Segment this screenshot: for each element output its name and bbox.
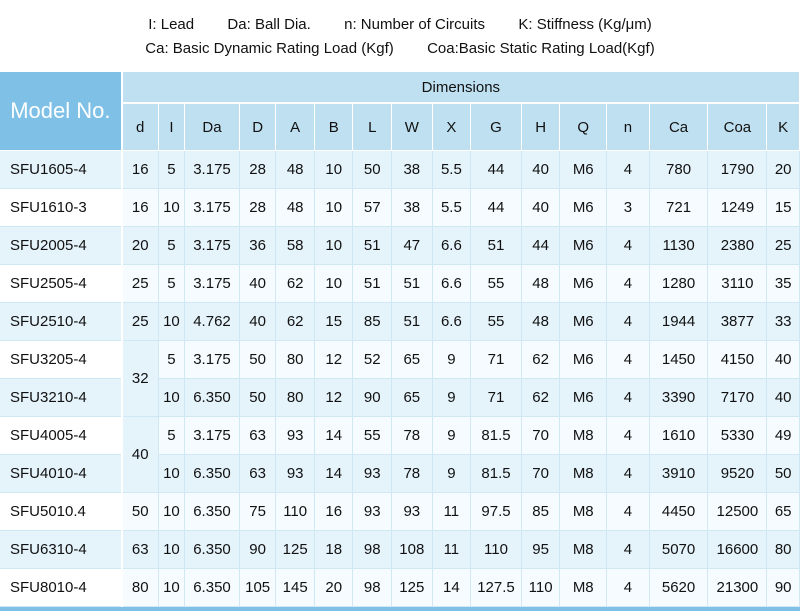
cell-k: 50: [767, 455, 800, 493]
cell-ca: 3390: [649, 379, 708, 417]
cell-a: 125: [276, 531, 315, 569]
cell-ca: 1280: [649, 265, 708, 303]
cell-q: M6: [560, 151, 607, 189]
cell-k: 25: [767, 227, 800, 265]
cell-g: 71: [471, 341, 522, 379]
cell-d: 80: [122, 569, 159, 607]
cell-l: 93: [353, 493, 392, 531]
column-header-w: W: [392, 103, 433, 151]
cell-b: 15: [314, 303, 353, 341]
cell-coa: 3877: [708, 303, 767, 341]
cell-n: 4: [607, 455, 650, 493]
column-header-b: B: [314, 103, 353, 151]
cell-a: 48: [276, 151, 315, 189]
cell-ca: 721: [649, 189, 708, 227]
cell-coa: 16600: [708, 531, 767, 569]
column-header-coa: Coa: [708, 103, 767, 151]
cell-ca: 1450: [649, 341, 708, 379]
cell-l: 55: [353, 417, 392, 455]
model-cell: SFU2505-4: [0, 265, 122, 303]
cell-h: 70: [521, 455, 560, 493]
cell-g: 81.5: [471, 455, 522, 493]
cell-g: 110: [471, 531, 522, 569]
table-row: [0, 417, 800, 455]
cell-g: 44: [471, 189, 522, 227]
cell-d: 63: [122, 531, 159, 569]
cell-b: 12: [314, 341, 353, 379]
column-header-a: A: [276, 103, 315, 151]
model-cell: SFU2510-4: [0, 303, 122, 341]
cell-a: 145: [276, 569, 315, 607]
cell-x: 6.6: [432, 265, 471, 303]
table-row: [0, 531, 800, 569]
cell-d: 50: [239, 341, 276, 379]
cell-l: 98: [353, 569, 392, 607]
cell-d: 90: [239, 531, 276, 569]
cell-da: 4.762: [185, 303, 240, 341]
cell-b: 14: [314, 455, 353, 493]
column-header-n: n: [607, 103, 650, 151]
cell-n: 3: [607, 189, 650, 227]
cell-a: 62: [276, 303, 315, 341]
column-header-i: I: [158, 103, 184, 151]
cell-ca: 4450: [649, 493, 708, 531]
cell-q: M8: [560, 493, 607, 531]
cell-l: 51: [353, 265, 392, 303]
cell-k: 80: [767, 531, 800, 569]
cell-w: 78: [392, 455, 433, 493]
cell-n: 4: [607, 341, 650, 379]
cell-x: 9: [432, 379, 471, 417]
cell-w: 93: [392, 493, 433, 531]
cell-g: 97.5: [471, 493, 522, 531]
cell-ca: 5620: [649, 569, 708, 607]
cell-w: 65: [392, 341, 433, 379]
cell-ca: 5070: [649, 531, 708, 569]
cell-d: 28: [239, 189, 276, 227]
cell-d: 25: [122, 303, 159, 341]
cell-n: 4: [607, 303, 650, 341]
model-cell: SFU1610-3: [0, 189, 122, 227]
cell-a: 93: [276, 417, 315, 455]
cell-n: 4: [607, 493, 650, 531]
column-header-d: d: [122, 103, 159, 151]
cell-b: 12: [314, 379, 353, 417]
cell-da: 6.350: [185, 531, 240, 569]
cell-b: 10: [314, 265, 353, 303]
cell-n: 4: [607, 417, 650, 455]
cell-g: 55: [471, 265, 522, 303]
cell-k: 90: [767, 569, 800, 607]
cell-g: 127.5: [471, 569, 522, 607]
column-header-k: K: [767, 103, 800, 151]
cell-coa: 5330: [708, 417, 767, 455]
bottom-rule: [0, 607, 800, 611]
cell-a: 58: [276, 227, 315, 265]
cell-x: 9: [432, 455, 471, 493]
cell-b: 16: [314, 493, 353, 531]
cell-x: 6.6: [432, 303, 471, 341]
cell-x: 11: [432, 531, 471, 569]
model-no-header: Model No.: [0, 72, 122, 151]
cell-coa: 1249: [708, 189, 767, 227]
cell-i: 10: [158, 531, 184, 569]
cell-ca: 1944: [649, 303, 708, 341]
cell-w: 38: [392, 189, 433, 227]
cell-a: 110: [276, 493, 315, 531]
cell-coa: 1790: [708, 151, 767, 189]
cell-k: 33: [767, 303, 800, 341]
cell-g: 44: [471, 151, 522, 189]
cell-w: 47: [392, 227, 433, 265]
cell-l: 52: [353, 341, 392, 379]
table-row: [0, 303, 800, 341]
table-row: [0, 151, 800, 189]
cell-d: 40: [239, 265, 276, 303]
legend: [0, 0, 800, 72]
column-header-q: Q: [560, 103, 607, 151]
model-cell: SFU4010-4: [0, 455, 122, 493]
cell-da: 3.175: [185, 265, 240, 303]
cell-l: 57: [353, 189, 392, 227]
cell-d: 63: [239, 417, 276, 455]
cell-i: 10: [158, 493, 184, 531]
cell-i: 10: [158, 303, 184, 341]
cell-d: 16: [122, 151, 159, 189]
cell-h: 48: [521, 265, 560, 303]
cell-b: 10: [314, 189, 353, 227]
cell-d: 36: [239, 227, 276, 265]
cell-l: 98: [353, 531, 392, 569]
table-row: [0, 265, 800, 303]
column-header-da: Da: [185, 103, 240, 151]
cell-q: M8: [560, 455, 607, 493]
cell-h: 62: [521, 379, 560, 417]
column-header-d: D: [239, 103, 276, 151]
legend-line-1: I: Lead Da: Ball Dia. n: Number of Circuits K: Stiffness (Kg/μm): [148, 16, 652, 33]
cell-q: M6: [560, 379, 607, 417]
cell-da: 6.350: [185, 569, 240, 607]
cell-g: 55: [471, 303, 522, 341]
cell-x: 9: [432, 341, 471, 379]
cell-i: 10: [158, 455, 184, 493]
cell-q: M6: [560, 265, 607, 303]
cell-g: 81.5: [471, 417, 522, 455]
cell-i: 5: [158, 265, 184, 303]
cell-ca: 3910: [649, 455, 708, 493]
cell-da: 6.350: [185, 493, 240, 531]
cell-coa: 2380: [708, 227, 767, 265]
cell-h: 44: [521, 227, 560, 265]
cell-b: 14: [314, 417, 353, 455]
cell-i: 5: [158, 227, 184, 265]
model-cell: SFU8010-4: [0, 569, 122, 607]
cell-d: 25: [122, 265, 159, 303]
cell-n: 4: [607, 151, 650, 189]
column-header-g: G: [471, 103, 522, 151]
cell-coa: 9520: [708, 455, 767, 493]
cell-d: 32: [122, 341, 159, 417]
cell-h: 95: [521, 531, 560, 569]
cell-w: 38: [392, 151, 433, 189]
cell-i: 10: [158, 379, 184, 417]
cell-q: M8: [560, 569, 607, 607]
table-row: [0, 493, 800, 531]
cell-x: 5.5: [432, 189, 471, 227]
cell-k: 40: [767, 379, 800, 417]
table-row: [0, 341, 800, 379]
cell-x: 11: [432, 493, 471, 531]
cell-k: 40: [767, 341, 800, 379]
cell-x: 14: [432, 569, 471, 607]
cell-h: 70: [521, 417, 560, 455]
cell-i: 5: [158, 417, 184, 455]
cell-b: 10: [314, 227, 353, 265]
cell-h: 48: [521, 303, 560, 341]
column-header-h: H: [521, 103, 560, 151]
cell-d: 20: [122, 227, 159, 265]
cell-da: 3.175: [185, 189, 240, 227]
cell-k: 35: [767, 265, 800, 303]
cell-da: 6.350: [185, 379, 240, 417]
model-cell: SFU3205-4: [0, 341, 122, 379]
cell-coa: 7170: [708, 379, 767, 417]
cell-coa: 21300: [708, 569, 767, 607]
table-row: [0, 189, 800, 227]
cell-w: 108: [392, 531, 433, 569]
cell-a: 93: [276, 455, 315, 493]
cell-d: 105: [239, 569, 276, 607]
cell-d: 63: [239, 455, 276, 493]
model-cell: SFU2005-4: [0, 227, 122, 265]
cell-w: 51: [392, 265, 433, 303]
cell-q: M6: [560, 227, 607, 265]
model-cell: SFU5010.4: [0, 493, 122, 531]
cell-da: 3.175: [185, 417, 240, 455]
cell-k: 20: [767, 151, 800, 189]
cell-k: 49: [767, 417, 800, 455]
cell-w: 65: [392, 379, 433, 417]
cell-w: 51: [392, 303, 433, 341]
dimensions-header: Dimensions: [122, 72, 800, 103]
column-header-ca: Ca: [649, 103, 708, 151]
cell-n: 4: [607, 379, 650, 417]
table-row: [0, 379, 800, 417]
cell-i: 10: [158, 189, 184, 227]
cell-d: 40: [239, 303, 276, 341]
table-row: [0, 227, 800, 265]
model-cell: SFU6310-4: [0, 531, 122, 569]
cell-i: 10: [158, 569, 184, 607]
cell-a: 80: [276, 379, 315, 417]
cell-n: 4: [607, 265, 650, 303]
cell-coa: 3110: [708, 265, 767, 303]
cell-k: 15: [767, 189, 800, 227]
legend-line-2: Ca: Basic Dynamic Rating Load (Kgf) Coa:Basic Static Rating Load(Kgf): [145, 40, 655, 57]
cell-i: 5: [158, 151, 184, 189]
cell-x: 9: [432, 417, 471, 455]
cell-g: 51: [471, 227, 522, 265]
cell-h: 40: [521, 151, 560, 189]
cell-k: 65: [767, 493, 800, 531]
cell-h: 40: [521, 189, 560, 227]
cell-l: 51: [353, 227, 392, 265]
cell-da: 3.175: [185, 227, 240, 265]
cell-da: 6.350: [185, 455, 240, 493]
cell-b: 10: [314, 151, 353, 189]
model-cell: SFU4005-4: [0, 417, 122, 455]
cell-g: 71: [471, 379, 522, 417]
cell-h: 62: [521, 341, 560, 379]
cell-w: 125: [392, 569, 433, 607]
cell-d: 40: [122, 417, 159, 493]
cell-n: 4: [607, 531, 650, 569]
cell-n: 4: [607, 227, 650, 265]
cell-l: 85: [353, 303, 392, 341]
table-row: [0, 455, 800, 493]
cell-h: 110: [521, 569, 560, 607]
cell-ca: 780: [649, 151, 708, 189]
cell-l: 93: [353, 455, 392, 493]
cell-i: 5: [158, 341, 184, 379]
model-cell: SFU1605-4: [0, 151, 122, 189]
cell-a: 48: [276, 189, 315, 227]
cell-d: 75: [239, 493, 276, 531]
cell-a: 80: [276, 341, 315, 379]
cell-ca: 1130: [649, 227, 708, 265]
cell-q: M6: [560, 189, 607, 227]
cell-da: 3.175: [185, 151, 240, 189]
cell-q: M8: [560, 531, 607, 569]
column-header-x: X: [432, 103, 471, 151]
cell-ca: 1610: [649, 417, 708, 455]
cell-d: 28: [239, 151, 276, 189]
table-row: [0, 569, 800, 607]
cell-q: M6: [560, 341, 607, 379]
cell-h: 85: [521, 493, 560, 531]
model-cell: SFU3210-4: [0, 379, 122, 417]
column-header-l: L: [353, 103, 392, 151]
cell-n: 4: [607, 569, 650, 607]
cell-d: 16: [122, 189, 159, 227]
cell-l: 90: [353, 379, 392, 417]
cell-d: 50: [239, 379, 276, 417]
cell-a: 62: [276, 265, 315, 303]
cell-q: M6: [560, 303, 607, 341]
cell-da: 3.175: [185, 341, 240, 379]
cell-l: 50: [353, 151, 392, 189]
cell-q: M8: [560, 417, 607, 455]
cell-b: 18: [314, 531, 353, 569]
cell-d: 50: [122, 493, 159, 531]
cell-w: 78: [392, 417, 433, 455]
cell-x: 6.6: [432, 227, 471, 265]
cell-coa: 4150: [708, 341, 767, 379]
cell-b: 20: [314, 569, 353, 607]
cell-coa: 12500: [708, 493, 767, 531]
cell-x: 5.5: [432, 151, 471, 189]
spec-table: [0, 72, 800, 607]
